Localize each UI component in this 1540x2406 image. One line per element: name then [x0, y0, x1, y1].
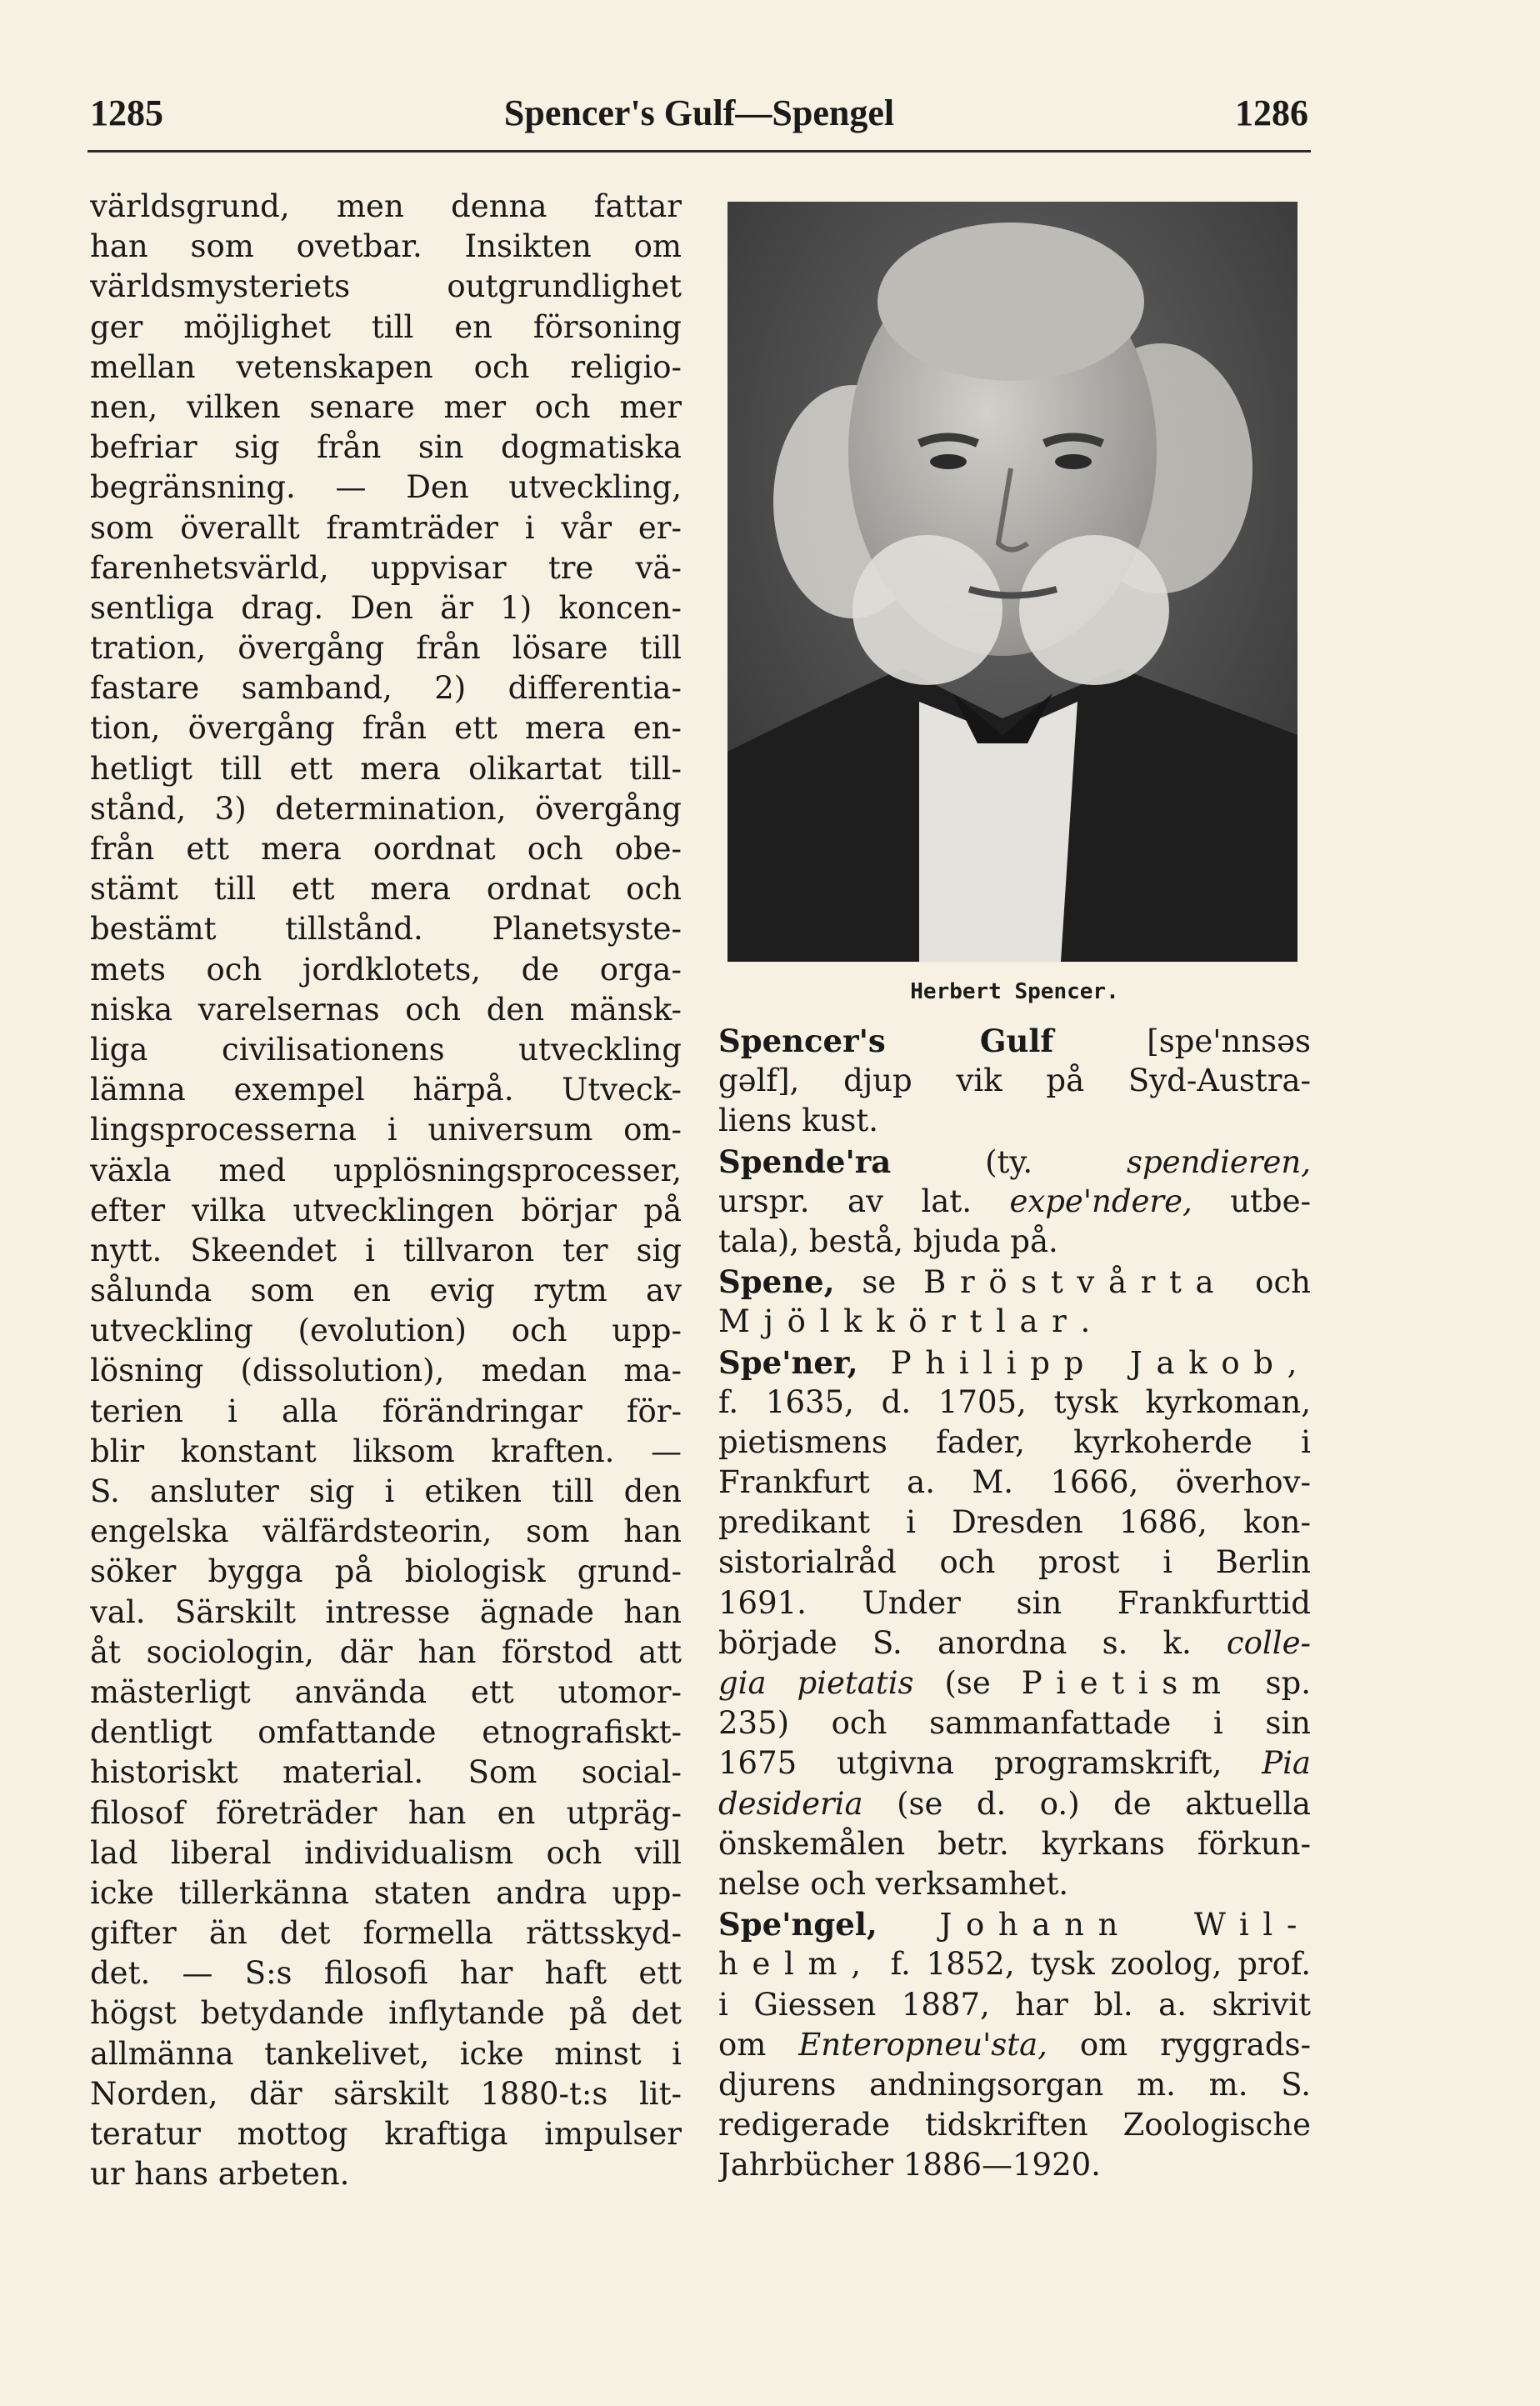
- entry-headword: Spende'ra: [718, 1143, 892, 1180]
- page-number-left: 1285: [90, 93, 163, 133]
- entry-text: f. 1635, d. 1705, tysk kyrkoman,: [718, 1383, 1311, 1420]
- entry-text: i Giessen 1887, har bl. a. skrivit: [718, 1986, 1311, 2023]
- entry-text: f. 1852, tysk zoolog, prof.: [874, 1946, 1311, 1983]
- entry-spendera: [718, 1142, 1311, 1263]
- entry-text: 235) och sammanfattade i sin: [718, 1705, 1311, 1742]
- text-line: ur hans arbeten.: [90, 2156, 350, 2193]
- entry-text: sp.: [1234, 1665, 1311, 1701]
- entry-text: .: [1080, 1303, 1091, 1340]
- text-line: stämt till ett mera ordnat och: [90, 871, 682, 908]
- entry-text: gia pietatis: [718, 1665, 914, 1701]
- text-line: fastare samband, 2) differentia-: [90, 670, 682, 707]
- entry-headword: Spene,: [718, 1263, 835, 1301]
- header-rule: [88, 150, 1311, 153]
- text-line: nen, vilken senare mer och mer: [90, 388, 682, 425]
- entry-text: började S. anordna s. k.: [718, 1624, 1227, 1661]
- entry-text: Bröstvårta: [923, 1264, 1228, 1301]
- left-column-text: [90, 187, 682, 2194]
- entry-text: (ty.: [891, 1143, 1127, 1180]
- text-line: växla med upplösningsprocesser,: [90, 1152, 682, 1188]
- entry-text: gəlf], djup vik på Syd-Austra-: [718, 1063, 1311, 1099]
- entry-text: nelse och verksamhet.: [718, 1865, 1069, 1902]
- text-line: söker bygga på biologisk grund-: [90, 1553, 682, 1590]
- entry-text: och: [1228, 1264, 1311, 1301]
- entry-text: liens kust.: [718, 1103, 879, 1139]
- text-line: icke tillerkänna staten andra upp-: [90, 1874, 682, 1911]
- text-line: efter vilka utvecklingen börjar på: [90, 1192, 682, 1228]
- entry-text: urspr. av lat.: [718, 1183, 1010, 1219]
- page-number-right: 1286: [1235, 93, 1308, 133]
- entry-text: önskemålen betr. kyrkans förkun-: [718, 1825, 1311, 1862]
- entry-headword: Spe'ngel,: [718, 1906, 878, 1943]
- text-line: världsgrund, men denna fattar: [90, 188, 682, 224]
- text-line: sentliga drag. Den är 1) koncen-: [90, 589, 682, 626]
- portrait-caption: Herbert Spencer.: [910, 979, 1119, 1004]
- entry-text: 1691. Under sin Frankfurttid: [718, 1584, 1311, 1621]
- text-line: ger möjlighet till en försoning: [90, 308, 682, 345]
- text-line: gifter än det formella rättsskyd-: [90, 1915, 682, 1952]
- entry-text: Mjölkkörtlar: [718, 1303, 1081, 1340]
- entry-text: colle-: [1226, 1624, 1311, 1661]
- entry-text: helm,: [718, 1946, 875, 1983]
- text-line: Norden, där särskilt 1880-t:s lit-: [90, 2075, 682, 2112]
- entry-text: 1675 utgivna programskrift,: [718, 1745, 1262, 1782]
- text-line: val. Särskilt intresse ägnade han: [90, 1593, 682, 1630]
- text-line: farenhetsvärld, uppvisar tre vä-: [90, 549, 682, 586]
- entry-text: Philipp Jakob,: [858, 1344, 1311, 1381]
- text-line: historiskt material. Som social-: [90, 1754, 682, 1791]
- entry-text: Pia: [1262, 1745, 1311, 1782]
- entry-text: Enteropneu'sta,: [798, 2026, 1048, 2063]
- entry-spengel: [718, 1904, 1311, 2185]
- text-line: lad liberal individualism och vill: [90, 1834, 682, 1871]
- right-column-text: [718, 1021, 1311, 2185]
- text-line: begränsning. — Den utveckling,: [90, 469, 682, 506]
- text-line: filosof företräder han en utpräg-: [90, 1794, 682, 1831]
- text-line: mästerligt använda ett utomor-: [90, 1673, 682, 1710]
- text-line: mellan vetenskapen och religio-: [90, 348, 682, 385]
- text-line: niska varelsernas och den mänsk-: [90, 991, 682, 1028]
- text-line: åt sociologin, där han förstod att: [90, 1633, 682, 1670]
- text-line: mets och jordklotets, de orga-: [90, 951, 682, 988]
- entry-spencers-gulf: [718, 1021, 1311, 1142]
- text-line: tration, övergång från lösare till: [90, 630, 682, 667]
- text-line: som överallt framträder i vår er-: [90, 509, 682, 546]
- text-line: engelska välfärdsteorin, som han: [90, 1513, 682, 1550]
- entry-text: (se d. o.) de aktuella: [862, 1785, 1311, 1822]
- text-line: utveckling (evolution) och upp-: [90, 1313, 682, 1349]
- text-line: lingsprocesserna i universum om-: [90, 1112, 682, 1148]
- entry-text: spendieren,: [1127, 1143, 1311, 1180]
- text-line: lämna exempel härpå. Utveck-: [90, 1072, 682, 1108]
- text-line: högst betydande inflytande på det: [90, 1995, 682, 2032]
- entry-text: tala), bestå, bjuda på.: [718, 1223, 1058, 1259]
- entry-text: Johann Wil-: [877, 1907, 1311, 1943]
- text-line: från ett mera oordnat och obe-: [90, 831, 682, 867]
- entry-text: (se: [913, 1665, 1022, 1701]
- entry-headword: Spencer's Gulf: [718, 1023, 1054, 1059]
- page-header: [90, 92, 1308, 142]
- portrait-figure: [728, 202, 1298, 962]
- entry-text: om ryggrads-: [1047, 2026, 1311, 2063]
- running-title: Spencer's Gulf—Spengel: [503, 93, 895, 133]
- portrait-photo: [728, 202, 1298, 962]
- entry-text: pietismens fader, kyrkoherde i: [718, 1423, 1311, 1460]
- text-line: terien i alla förändringar för-: [90, 1393, 682, 1429]
- entry-text: utbe-: [1192, 1183, 1311, 1219]
- entry-text: sistorialråd och prost i Berlin: [718, 1544, 1311, 1581]
- text-line: världsmysteriets outgrundlighet: [90, 268, 682, 305]
- text-line: lösning (dissolution), medan ma-: [90, 1353, 682, 1389]
- entry-text: desideria: [718, 1785, 863, 1822]
- entry-text: djurens andningsorgan m. m. S.: [718, 2066, 1311, 2103]
- text-line: nytt. Skeendet i tillvaron ter sig: [90, 1232, 682, 1268]
- text-line: teratur mottog kraftiga impulser: [90, 2116, 682, 2152]
- text-line: allmänna tankelivet, icke minst i: [90, 2035, 682, 2072]
- text-line: dentligt omfattande etnografiskt-: [90, 1714, 682, 1751]
- text-line: befriar sig från sin dogmatiska: [90, 429, 682, 466]
- entry-text: predikant i Dresden 1686, kon-: [718, 1504, 1311, 1541]
- entry-text: se: [834, 1264, 924, 1301]
- text-line: det. — S:s filosofi har haft ett: [90, 1955, 682, 1992]
- text-line: S. ansluter sig i etiken till den: [90, 1473, 682, 1509]
- entry-headword: Spe'ner,: [718, 1343, 858, 1381]
- text-line: sålunda som en evig rytm av: [90, 1273, 682, 1309]
- text-line: liga civilisationens utveckling: [90, 1031, 682, 1068]
- text-line: stånd, 3) determination, övergång: [90, 790, 682, 827]
- text-line: han som ovetbar. Insikten om: [90, 228, 682, 265]
- text-line: hetligt till ett mera olikartat till-: [90, 750, 682, 787]
- text-line: bestämt tillstånd. Planetsyste-: [90, 911, 682, 948]
- entry-spener: [718, 1343, 1311, 1905]
- entry-text: expe'ndere,: [1009, 1183, 1192, 1219]
- entry-spene: [718, 1262, 1311, 1342]
- entry-text: Pietism: [1021, 1665, 1235, 1701]
- entry-text: redigerade tidskriften Zoologische: [718, 2107, 1311, 2143]
- entry-text: [spe'nnsəs: [1053, 1023, 1311, 1059]
- entry-text: om: [718, 2026, 799, 2063]
- entry-text: Frankfurt a. M. 1666, överhov-: [718, 1464, 1311, 1501]
- text-line: tion, övergång från ett mera en-: [90, 710, 682, 747]
- text-line: blir konstant liksom kraften. —: [90, 1433, 682, 1469]
- entry-text: Jahrbücher 1886—1920.: [718, 2147, 1101, 2183]
